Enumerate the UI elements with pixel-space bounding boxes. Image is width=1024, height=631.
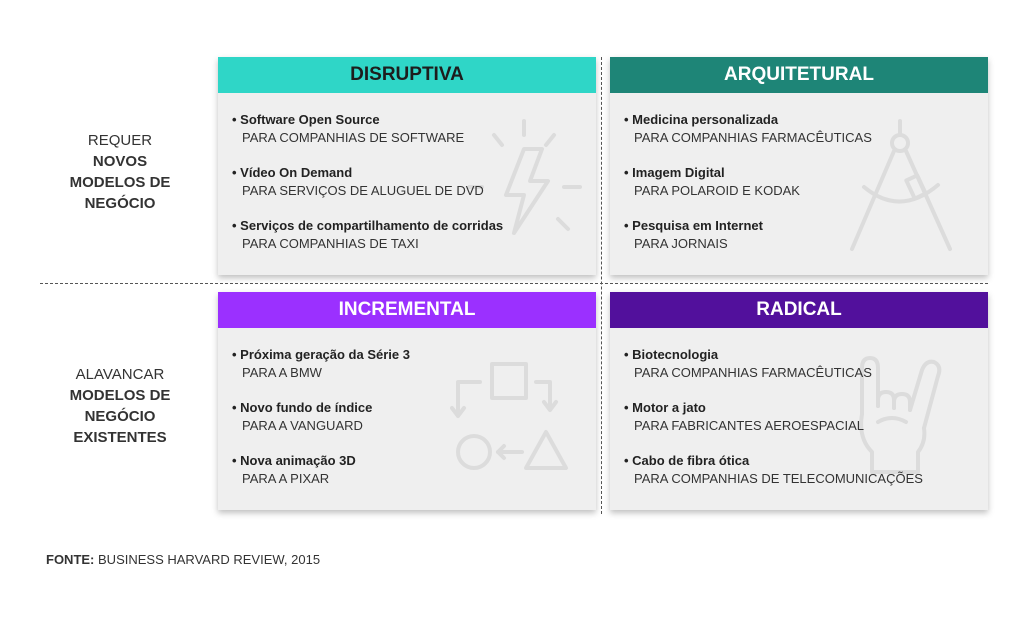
- item-subtitle: PARA JORNAIS: [634, 236, 728, 251]
- source-note: [46, 552, 320, 567]
- item-subtitle: PARA COMPANHIAS DE SOFTWARE: [242, 130, 465, 145]
- row-label-top: [40, 130, 200, 214]
- horizontal-divider: [40, 283, 988, 284]
- item-title: • Cabo de fibra ótica: [624, 453, 750, 468]
- item-subtitle: PARA COMPANHIAS FARMACÊUTICAS: [634, 365, 872, 380]
- item-title: • Nova animação 3D: [232, 453, 356, 468]
- item-subtitle: PARA SERVIÇOS DE ALUGUEL DE DVD: [242, 183, 484, 198]
- item-subtitle: PARA POLAROID E KODAK: [634, 183, 800, 198]
- list-item: [232, 111, 584, 147]
- quadrant-radical-title: RADICAL: [610, 292, 988, 328]
- item-title: • Novo fundo de índice: [232, 400, 373, 415]
- row-label-top-light: REQUER: [87, 132, 153, 149]
- item-title: • Medicina personalizada: [624, 112, 779, 127]
- item-title: • Software Open Source: [232, 112, 380, 127]
- item-subtitle: PARA A BMW: [242, 365, 322, 380]
- quadrant-disruptiva-title: DISRUPTIVA: [218, 57, 596, 93]
- item-subtitle: PARA FABRICANTES AEROESPACIAL: [634, 418, 864, 433]
- row-label-bottom-light: ALAVANCAR: [75, 366, 165, 383]
- source-label: FONTE:: [46, 552, 95, 567]
- item-title: • Motor a jato: [624, 400, 706, 415]
- quadrant-arquitetural-title: ARQUITETURAL: [610, 57, 988, 93]
- list-item: [232, 346, 584, 382]
- item-title: • Biotecnologia: [624, 347, 719, 362]
- quadrant-radical: [610, 292, 988, 510]
- quadrant-arquitetural: [610, 57, 988, 275]
- list-item: [232, 217, 584, 253]
- item-title: • Pesquisa em Internet: [624, 218, 763, 233]
- item-title: • Serviços de compartilhamento de corridas: [232, 218, 504, 233]
- item-subtitle: PARA A PIXAR: [242, 471, 330, 486]
- item-title: • Vídeo On Demand: [232, 165, 353, 180]
- item-subtitle: PARA COMPANHIAS FARMACÊUTICAS: [634, 130, 872, 145]
- item-title: • Próxima geração da Série 3: [232, 347, 410, 362]
- row-label-top-line-2: MODELOS DE: [69, 174, 171, 191]
- list-item: [624, 217, 976, 253]
- row-label-bottom-line-2: NEGÓCIO: [84, 408, 156, 425]
- vertical-divider: [601, 57, 602, 514]
- item-title: • Imagem Digital: [624, 165, 725, 180]
- row-label-top-line-1: NOVOS: [92, 153, 148, 170]
- list-item: [624, 452, 976, 488]
- list-item: [624, 164, 976, 200]
- item-subtitle: PARA COMPANHIAS DE TAXI: [242, 236, 419, 251]
- row-label-bottom-line-3: EXISTENTES: [73, 429, 167, 446]
- source-text: BUSINESS HARVARD REVIEW, 2015: [98, 552, 321, 567]
- quadrant-incremental-title: INCREMENTAL: [218, 292, 596, 328]
- quadrant-disruptiva: [218, 57, 596, 275]
- row-label-bottom-line-1: MODELOS DE: [69, 387, 171, 404]
- list-item: [624, 346, 976, 382]
- item-subtitle: PARA COMPANHIAS DE TELECOMUNICAÇÕES: [634, 471, 923, 486]
- list-item: [624, 399, 976, 435]
- list-item: [624, 111, 976, 147]
- list-item: [232, 399, 584, 435]
- quadrant-incremental: [218, 292, 596, 510]
- item-subtitle: PARA A VANGUARD: [242, 418, 363, 433]
- list-item: [232, 164, 584, 200]
- row-label-bottom: [40, 364, 200, 448]
- row-label-top-line-3: NEGÓCIO: [84, 195, 156, 212]
- list-item: [232, 452, 584, 488]
